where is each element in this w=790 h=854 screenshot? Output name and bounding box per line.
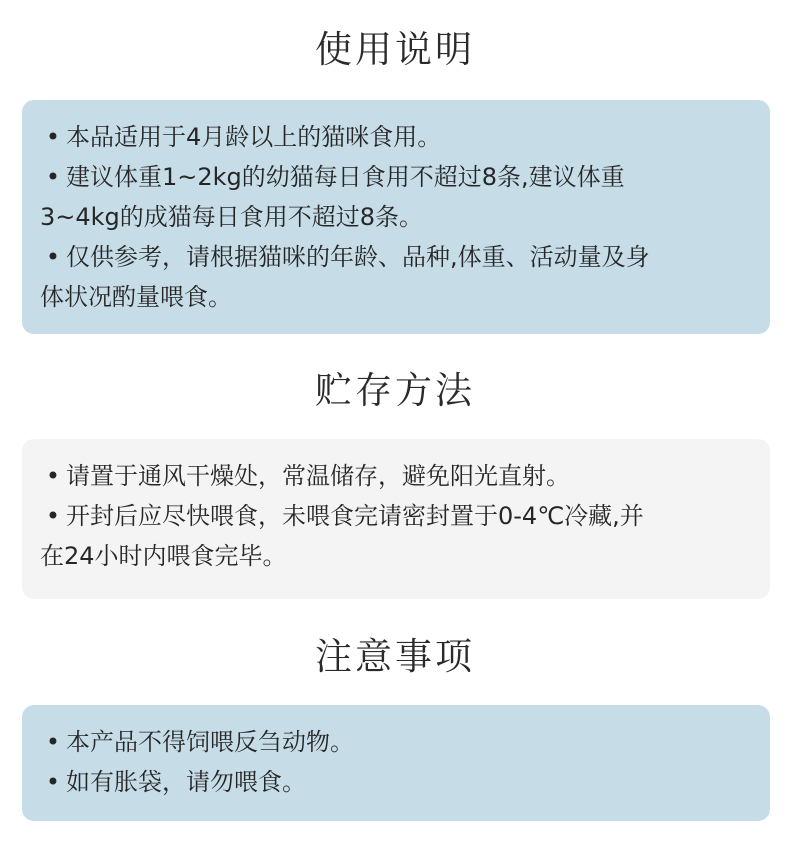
bullet-icon: • — [45, 768, 61, 796]
usage-line: 3~4kg的成猫每日食用不超过8条。 — [40, 203, 424, 231]
bullet-icon: • — [45, 462, 61, 490]
usage-card — [22, 100, 770, 334]
usage-line: • 建议体重1~2kg的幼猫每日食用不超过8条,建议体重 — [40, 157, 754, 197]
storage-line: • 开封后应尽快喂食，未喂食完请密封置于0-4℃冷藏,并 — [40, 496, 754, 536]
usage-line: 体状况酌量喂食。 — [40, 283, 232, 311]
notes-card — [22, 705, 770, 821]
usage-line: • 仅供参考，请根据猫咪的年龄、品种,体重、活动量及身 — [40, 237, 754, 277]
notes-title: 注意事项 — [315, 635, 475, 678]
bullet-icon: • — [45, 243, 61, 271]
storage-line: • 请置于通风干燥处，常温储存，避免阳光直射。 — [40, 456, 754, 496]
bullet-icon: • — [45, 123, 61, 151]
storage-card — [22, 439, 770, 599]
notes-line: • 如有胀袋，请勿喂食。 — [40, 762, 754, 802]
usage-line: • 本品适用于4月龄以上的猫咪食用。 — [40, 117, 754, 157]
bullet-icon: • — [45, 163, 61, 191]
storage-line: 在24小时内喂食完毕。 — [40, 542, 287, 570]
usage-title: 使用说明 — [315, 28, 475, 71]
bullet-icon: • — [45, 502, 61, 530]
bullet-icon: • — [45, 728, 61, 756]
storage-title: 贮存方法 — [315, 369, 475, 412]
notes-line: • 本产品不得饲喂反刍动物。 — [40, 722, 754, 762]
